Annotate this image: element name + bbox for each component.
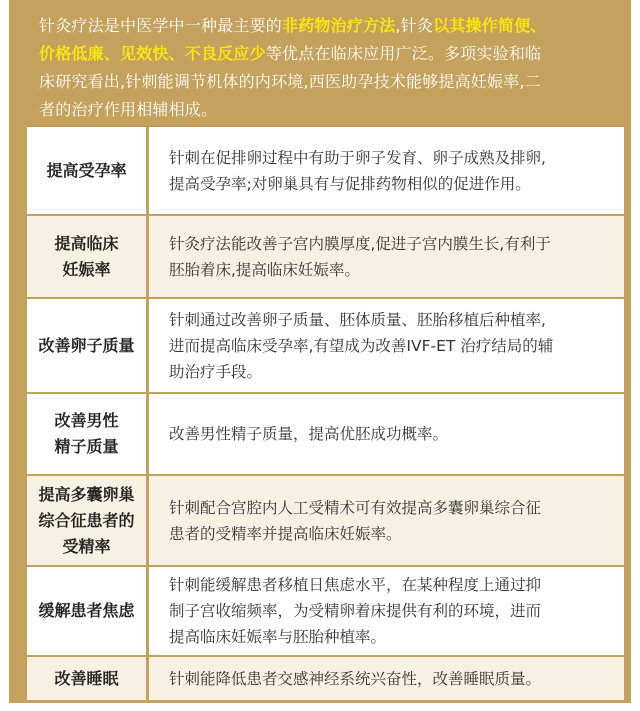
- row-description: [149, 299, 624, 392]
- intro-line: [39, 40, 609, 68]
- row-label-line: 改善卵子质量: [38, 335, 135, 355]
- row-label-line: 精子质量: [54, 437, 119, 456]
- row-label: [27, 216, 146, 297]
- intro-line: [39, 96, 609, 124]
- row-description: [149, 657, 624, 700]
- row-label: [27, 127, 146, 214]
- intro-line: [39, 68, 609, 96]
- row-description-line: 针刺能降低患者交感神经系统兴奋性，改善睡眠质量。: [169, 669, 542, 688]
- table-row: [27, 299, 624, 394]
- row-label-line: 提高多囊卵巢: [38, 484, 135, 504]
- row-description-line: 提高临床妊娠率与胚胎种植率。: [169, 628, 387, 646]
- row-description-line: 助治疗手段。: [169, 362, 263, 381]
- intro-paragraph: [39, 12, 609, 124]
- row-description-line: 提高受孕率;对卵巢具有与促排药物相似的促进作用。: [169, 174, 531, 193]
- content-card: [9, 0, 631, 703]
- intro-line: [39, 12, 609, 40]
- table-row: [27, 657, 624, 700]
- row-label: [27, 299, 146, 392]
- row-description-line: 进而提高临床受孕率,有望成为改善IVF-ET 治疗结局的辅: [169, 336, 554, 355]
- row-description-line: 针刺在促排卵过程中有助于卵子发育、卵子成熟及排卵,: [169, 148, 546, 167]
- row-description-line: 患者的受精率并提高临床妊娠率。: [169, 524, 402, 543]
- intro-text: 床研究看出,针刺能调节机体的内环境,西医助孕技术能够提高妊娠率,二: [39, 72, 541, 91]
- row-label-line: 提高受孕率: [46, 160, 127, 180]
- row-label: [27, 657, 146, 700]
- table-row: [27, 476, 624, 567]
- row-description-line: 改善男性精子质量，提高优胚成功概率。: [169, 425, 449, 443]
- row-description: [149, 476, 624, 565]
- intro-text: 者的治疗作用相辅相成。: [39, 100, 218, 119]
- row-label: [27, 394, 146, 474]
- row-label-line: 提高临床: [54, 233, 119, 253]
- intro-highlight: 价格低廉、见效快、不良反应少: [39, 44, 266, 63]
- row-description: [149, 216, 624, 297]
- row-label-line: 改善男性: [54, 411, 119, 430]
- table-row: [27, 127, 624, 216]
- row-label-line: 妊娠率: [62, 259, 111, 279]
- row-label-line: 改善睡眠: [54, 668, 119, 688]
- row-description-line: 针灸疗法能改善子宫内膜厚度,促进子宫内膜生长,有利于: [169, 234, 551, 253]
- intro-text: ,针灸: [395, 16, 434, 35]
- row-description-line: 针刺配合宫腔内人工受精术可有效提高多囊卵巢综合征: [169, 498, 542, 517]
- row-description-line: 针刺通过改善卵子质量、胚体质量、胚胎移植后种植率,: [169, 310, 546, 329]
- benefits-table: [27, 126, 624, 700]
- intro-text: 等优点在临床应用广泛。多项实验和临: [265, 44, 542, 63]
- row-label: [27, 476, 146, 565]
- row-label: [27, 567, 146, 655]
- row-label-line: 缓解患者焦虑: [38, 601, 135, 620]
- row-description-line: 胚胎着床,提高临床妊娠率。: [169, 260, 360, 279]
- row-description-line: 制子宫收缩频率，为受精卵着床提供有利的环境，进而: [169, 602, 542, 620]
- intro-highlight: 以其操作简便、: [433, 16, 547, 35]
- intro-text: 针灸疗法是中医学中一种最主要的: [39, 16, 283, 35]
- intro-highlight: 非药物治疗方法: [282, 16, 396, 35]
- table-row: [27, 394, 624, 476]
- row-description: [149, 394, 624, 474]
- table-row: [27, 567, 624, 657]
- row-description-line: 针刺能缓解患者移植日焦虑水平，在某种程度上通过抑: [169, 576, 542, 594]
- table-row: [27, 216, 624, 299]
- row-label-line: 综合征患者的: [38, 510, 135, 530]
- row-description: [149, 567, 624, 655]
- row-description: [149, 127, 624, 214]
- row-label-line: 受精率: [62, 536, 111, 556]
